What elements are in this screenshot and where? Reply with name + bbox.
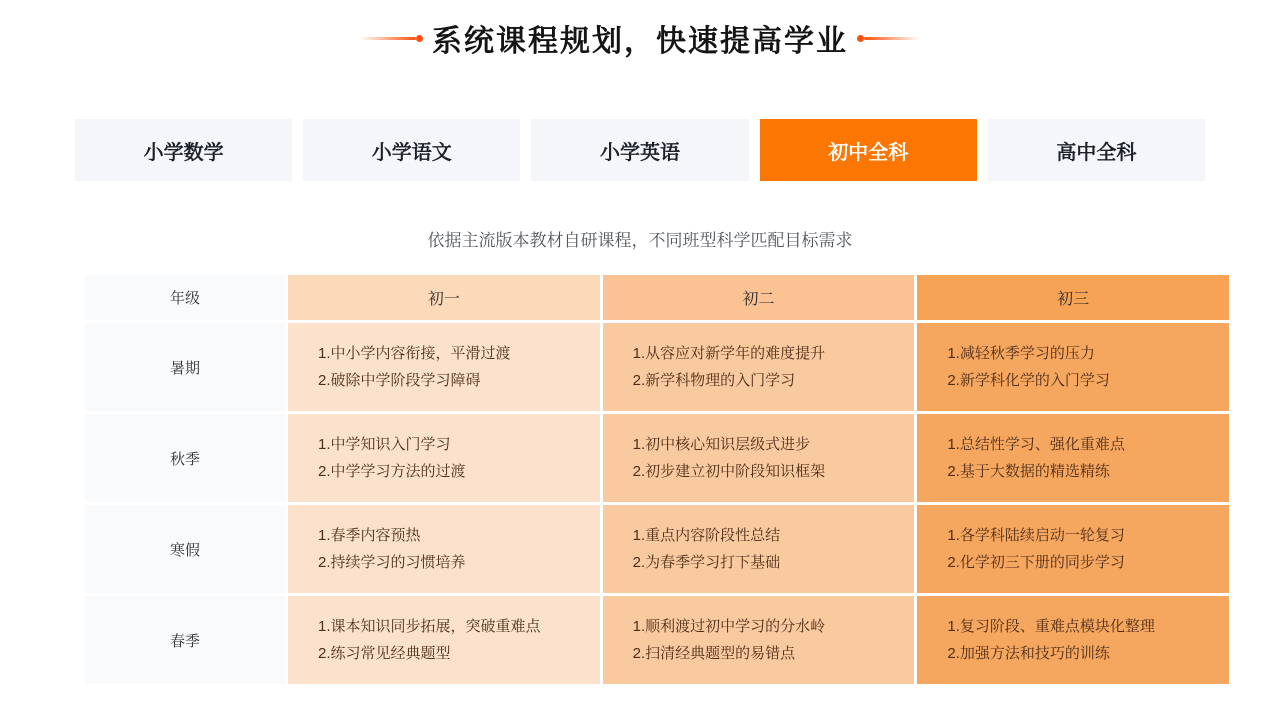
plan-line: 2.练习常见经典题型: [318, 645, 451, 662]
corner-header-grade: 年级: [85, 275, 285, 320]
plan-line: 2.化学初三下册的同步学习: [947, 554, 1125, 571]
plan-line: 1.中学知识入门学习: [318, 436, 451, 453]
plan-line: 2.新学科化学的入门学习: [947, 372, 1110, 389]
plan-line: 1.减轻秋季学习的压力: [947, 345, 1095, 362]
plan-line: 2.破除中学阶段学习障碍: [318, 372, 481, 389]
plan-cell: [917, 414, 1229, 502]
plan-cell: [288, 414, 600, 502]
row-label-autumn: 秋季: [85, 414, 285, 502]
tab-primary-math[interactable]: 小学数学: [75, 119, 292, 181]
tab-primary-chinese[interactable]: 小学语文: [303, 119, 520, 181]
tab-junior-high-all[interactable]: 初中全科: [760, 119, 977, 181]
plan-line: 2.中学学习方法的过渡: [318, 463, 466, 480]
table-subtitle: 依据主流版本教材自研课程，不同班型科学匹配目标需求: [427, 231, 853, 250]
plan-line: 2.基于大数据的精选精练: [947, 463, 1110, 480]
plan-line: 1.各学科陆续启动一轮复习: [947, 527, 1125, 544]
plan-line: 1.中小学内容衔接，平滑过渡: [318, 345, 511, 362]
plan-cell: [917, 505, 1229, 593]
plan-cell: [603, 323, 915, 411]
plan-line: 2.持续学习的习惯培养: [318, 554, 466, 571]
plan-line: 2.扫清经典题型的易错点: [632, 645, 796, 662]
plan-cell: [288, 323, 600, 411]
course-plan-table: [85, 275, 1229, 684]
col-header-grade8: 初二: [603, 275, 915, 320]
title-dash-right-icon: [864, 37, 920, 40]
plan-line: 2.初步建立初中阶段知识框架: [632, 463, 826, 480]
col-header-grade9: 初三: [917, 275, 1229, 320]
plan-cell: [603, 596, 915, 684]
plan-line: 1.春季内容预热: [318, 527, 421, 544]
col-header-grade7: 初一: [288, 275, 600, 320]
tab-senior-high-all[interactable]: 高中全科: [988, 119, 1205, 181]
plan-cell: [288, 596, 600, 684]
plan-cell: [917, 323, 1229, 411]
section-header: [0, 0, 1280, 58]
plan-cell: [603, 505, 915, 593]
title-dash-left-icon: [360, 37, 416, 40]
plan-cell: [603, 414, 915, 502]
page-title: 系统课程规划，快速提高学业: [432, 25, 848, 58]
plan-line: 2.新学科物理的入门学习: [632, 372, 796, 389]
row-label-spring: 春季: [85, 596, 285, 684]
row-label-winter: 寒假: [85, 505, 285, 593]
plan-line: 1.复习阶段、重难点模块化整理: [947, 618, 1155, 635]
plan-line: 2.加强方法和技巧的训练: [947, 645, 1110, 662]
row-label-summer: 暑期: [85, 323, 285, 411]
plan-line: 2.为春季学习打下基础: [632, 554, 781, 571]
plan-line: 1.课本知识同步拓展，突破重难点: [318, 618, 541, 635]
tab-primary-english[interactable]: 小学英语: [531, 119, 748, 181]
plan-line: 1.总结性学习、强化重难点: [947, 436, 1125, 453]
plan-cell: [288, 505, 600, 593]
plan-line: 1.顺利渡过初中学习的分水岭: [632, 618, 826, 635]
plan-line: 1.初中核心知识层级式进步: [632, 436, 811, 453]
plan-line: 1.重点内容阶段性总结: [632, 527, 781, 544]
subject-tab-bar: [75, 119, 1205, 181]
plan-line: 1.从容应对新学年的难度提升: [632, 345, 826, 362]
plan-cell: [917, 596, 1229, 684]
